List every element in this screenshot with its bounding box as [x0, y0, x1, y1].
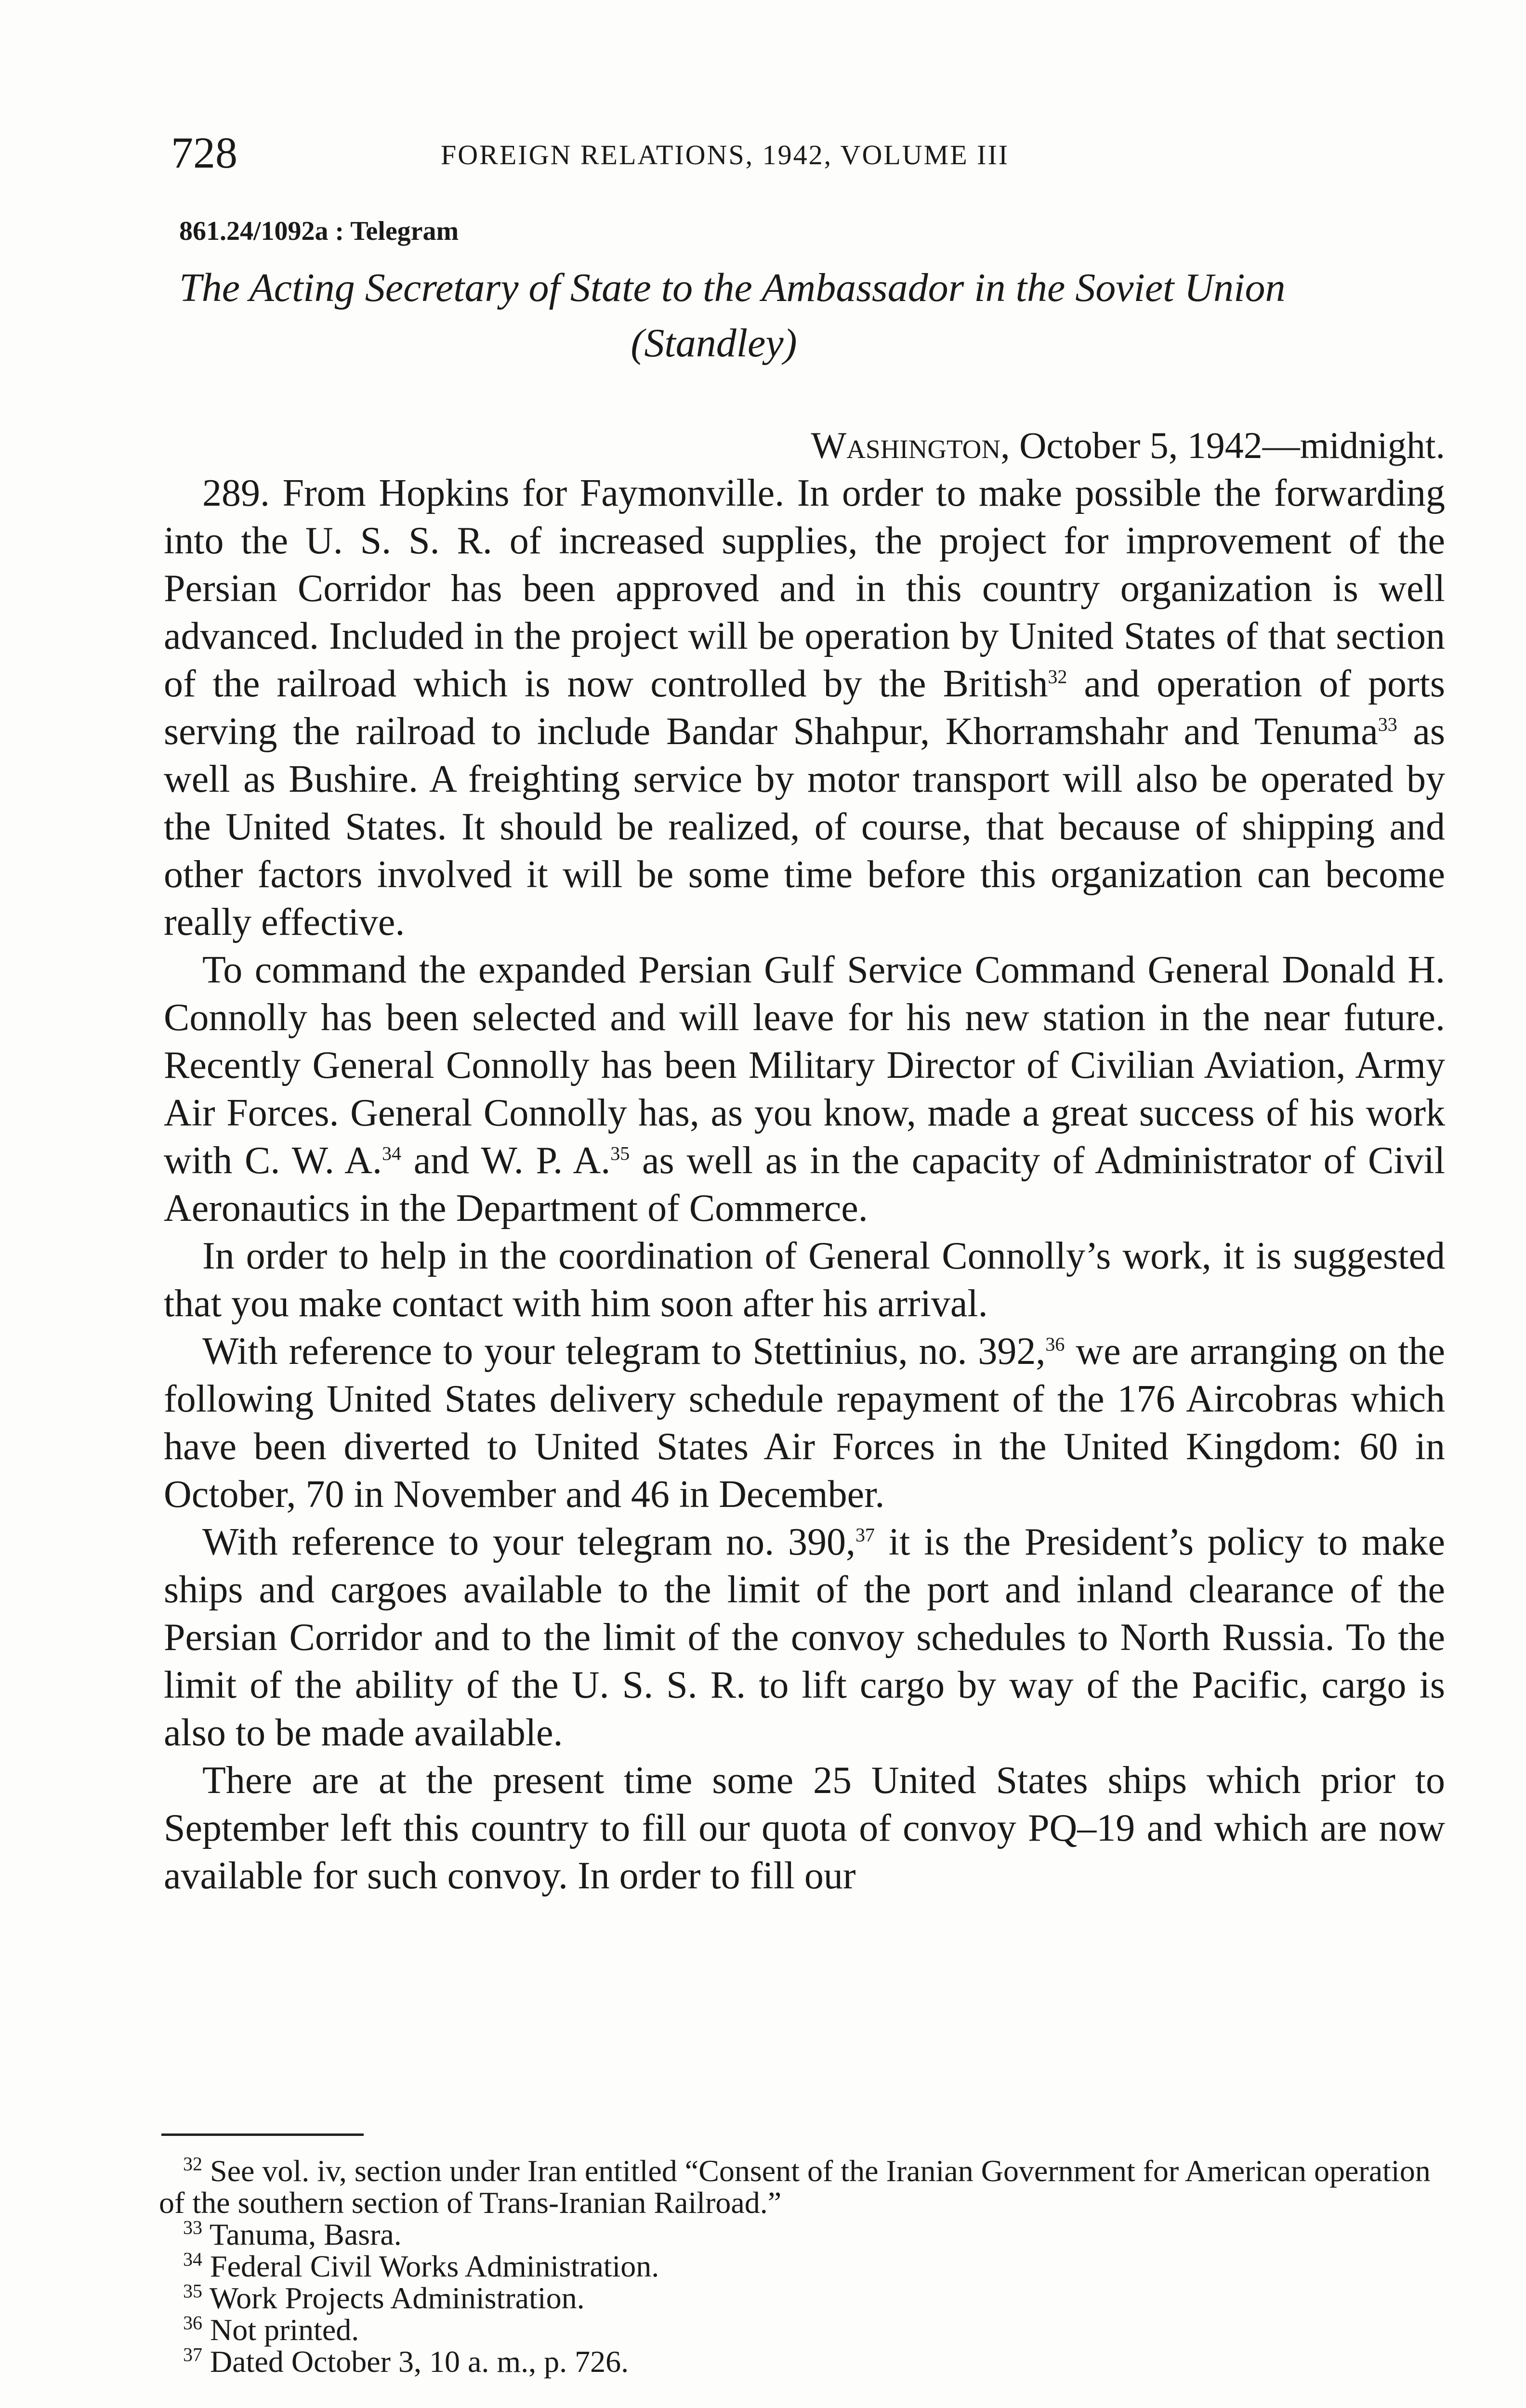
telegram-body: [164, 470, 1445, 1900]
footnotes: [159, 2155, 1450, 2378]
dateline-date: October 5, 1942—midnight.: [1019, 424, 1445, 466]
footnote-divider: [161, 2133, 364, 2136]
footnote-ref-33: 33: [1378, 713, 1397, 735]
paragraph-5: [164, 1518, 1445, 1757]
paragraph-4: [164, 1328, 1445, 1518]
footnote-number: 35: [183, 2280, 202, 2302]
footnote-number: 36: [183, 2312, 202, 2334]
footnote-37: [159, 2343, 1450, 2379]
footnote-text: Not printed.: [210, 2313, 359, 2347]
document-reference: 861.24/1092a : Telegram: [179, 216, 459, 246]
footnote-number: 34: [183, 2248, 202, 2270]
footnote-36: [159, 2314, 1450, 2346]
footnote-32: [159, 2155, 1450, 2219]
paragraph-5-part-a: With reference to your telegram no. 390,: [202, 1521, 855, 1563]
footnote-text: Federal Civil Works Administration.: [210, 2249, 659, 2283]
footnote-35: [159, 2282, 1450, 2314]
paragraph-1-part-a: 289. From Hopkins for Faymonville. In order to make possible the forwarding into the U. S. S. R. of increased supplies, the project for improvement of the Persian Corridor has been approved and in this country organization is well advanced. Included in the project will be operation by United States of that section of the railroad which is now controlled by the British: [164, 472, 1445, 705]
paragraph-4-part-b: we are arranging on the following United States delivery schedule repayment of the 176 Aircobras which have been diverted to United States Air Forces in the United Kingdom: 60 in October, 70 in November and 46 in December.: [164, 1330, 1445, 1516]
footnote-text: Work Projects Administration.: [209, 2281, 585, 2315]
footnote-ref-37: 37: [855, 1524, 875, 1546]
dateline: [811, 419, 1445, 472]
document-title: [179, 260, 1451, 371]
running-head: FOREIGN RELATIONS, 1942, VOLUME III: [441, 139, 1010, 170]
paragraph-1: [164, 470, 1445, 946]
paragraph-3: In order to help in the coordination of General Connolly’s work, it is suggested that you make contact with him soon after his arrival.: [164, 1235, 1445, 1325]
footnote-ref-36: 36: [1045, 1333, 1065, 1355]
footnote-ref-32: 32: [1048, 666, 1067, 688]
paragraph-2-part-c: as well as in the capacity of Administrator of Civil Aeronautics in the Department of Commerce.: [164, 1139, 1445, 1230]
footnote-number: 32: [183, 2153, 202, 2175]
paragraph-2: [164, 946, 1445, 1232]
footnote-text: Dated October 3, 10 a. m., p. 726.: [210, 2344, 629, 2379]
paragraph-5-part-b: it is the President’s policy to make ships and cargoes available to the limit of the port and inland clearance of the Persian Corridor and to the limit of the convoy schedules to North Russia. To the limit of the ability of the U. S. S. R. to lift cargo by way of the Pacific, cargo is also to be made available.: [164, 1521, 1445, 1754]
paragraph-1-part-b: and operation of ports serving the railroad to include Bandar Shahpur, Khorramshahr and Tenuma: [164, 663, 1445, 753]
footnote-33: [159, 2216, 1450, 2251]
dateline-place: Washington,: [811, 424, 1010, 466]
title-line-1: The Acting Secretary of State to the Ambassador in the Soviet Union: [179, 265, 1286, 310]
footnote-number: 33: [183, 2216, 202, 2238]
page-header: [171, 126, 1443, 179]
footnote-number: 37: [183, 2343, 202, 2366]
page-number: 728: [171, 128, 237, 177]
paragraph-1-part-c: as well as Bushire. A freighting service by motor transport will also be operated by the United States. It should be realized, of course, that because of shipping and other factors involved it will be some time before this organization can become really effective.: [164, 710, 1445, 943]
footnote-34: [159, 2248, 1450, 2283]
footnote-text: Tanuma, Basra.: [209, 2217, 402, 2251]
paragraph-4-part-a: With reference to your telegram to Stettinius, no. 392,: [202, 1330, 1046, 1373]
title-line-2: (Standley): [631, 321, 797, 366]
paragraph-6: There are at the present time some 25 United States ships which prior to September left this country to fill our quota of convoy PQ–19 and which are now available for such convoy. In order to fill our: [164, 1759, 1445, 1897]
footnote-ref-34: 34: [382, 1142, 401, 1165]
paragraph-2-part-a: To command the expanded Persian Gulf Service Command General Donald H. Connolly has been selected and will leave for his new station in the near future. Recently General Connolly has been Military Director of Civilian Aviation, Army Air Forces. General Connolly has, as you know, made a great success of his work with C. W. A.: [164, 949, 1445, 1182]
footnote-ref-35: 35: [610, 1142, 630, 1165]
footnote-text: See vol. iv, section under Iran entitled “Consent of the Iranian Government for American operation of the southern section of Trans-Iranian Railroad.”: [159, 2154, 1431, 2220]
paragraph-2-part-b: and W. P. A.: [401, 1139, 611, 1182]
